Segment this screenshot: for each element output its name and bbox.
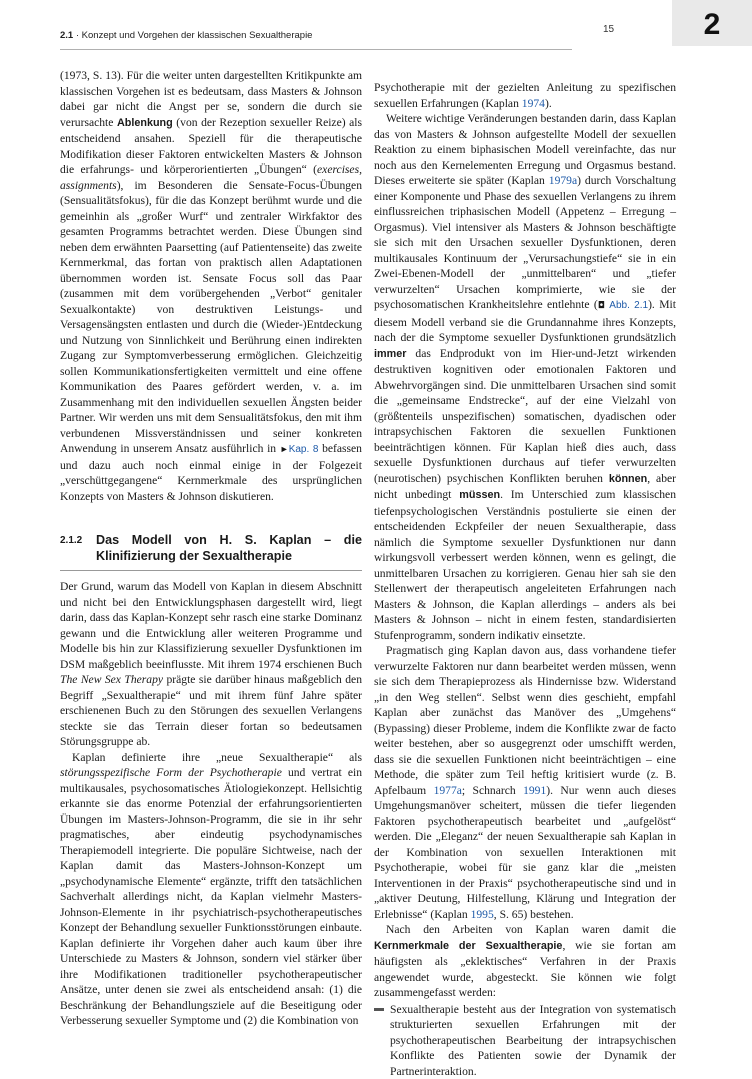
list-item-text: Sexualtherapie besteht aus der Integration von systematisch strukturierten sexuellen Erfahrungen mit der psychotherapeutischen Bearbeitung der intrapsychischen Konflikte des Patienten sowie der Dynamik der Partnerinteraktion. [390,1002,676,1079]
paragraph: Kaplan definierte ihre „neue Sexualtherapie“ als störungsspezifische Form der Psychotherapie und vertrat ein multikausales, psychosomatisches Ätiologiekonzept. Hellsichtig erkannte sie das enorme Potenzial der erfahrungsorientierten Übungen im Masters-Johnson-Programm, die sie in ihr sehr pragmatisches, aber eindeutig psychodynamisches Therapiemodell integrierte. Die populäre Sichtweise, nach der Kaplan damit das Masters-Johnson-Konzept um „psychodynamische Elemente“ ergänzte, trifft den tatsächlichen Sachverhalt allerdings nicht, da Kaplan vielmehr Masters-Johnson-Elemente in ihr psychiatrisch-psychotherapeutisches Konzept der Behandlung sexueller Funktionsstörungen einbaute. Kaplan definierte ihr Vorgehen daher auch kaum über ihre Unterschiede zu Masters & Johnson, sondern viel stärker über ihre Modifikationen traditioneller psychotherapeutischer Ansätze, unter denen sie zwei als entscheidend ansah: (1) die Beschränkung der Behandlungsziele auf die Beseitigung oder Verbesserung sexueller Symptome und (2) die Kombination von [60,750,362,1029]
paragraph: Pragmatisch ging Kaplan davon aus, dass vorhandene tiefer verwurzelte Faktoren nur dann bearbeitet werden müssen, wenn sie sich dem Therapieprozess als Hindernisse bzw. Widerstand „in den Weg stellen“. Selbst wenn dies geschieht, empfahl Kaplan aber zunächst das Manöver des „Umgehens“ (Bypassing) dieser Probleme, indem die Konflikte zwar de facto weiter bestehen, aber so ausgegrenzt oder umschifft werden, dass sie die sexuellen Funktionen nicht beeinträchtigen – eine Methode, die später zum Teil heftig kritisiert wurde (z. B. Apfelbaum 1977a; Schnarch 1991). Nur wenn auch dieses Umgehungsmanöver scheitert, müssen die tiefer liegenden Faktoren psychotherapeutisch bearbeitet und „aufgelöst“ werden. Die „Eleganz“ der neuen Sexualtherapie sah Kaplan in der Kombination von sexuellen Interaktionen mit Psychotherapie, wobei für sie ganz klar die „meisten Interventionen in der Praxis“ psychotherapeutische sind und in „aktiver Deutung, Hilfestellung, Klärung und Integration der Erlebnisse“ (Kaplan 1995, S. 65) bestehen. [374,643,676,922]
left-column [60,68,362,1029]
citation-link[interactable]: 1979a [549,174,577,187]
paragraph: (1973, S. 13). Für die weiter unten dargestellten Kritikpunkte am klassischen Vorgehen ist es bedeutsam, dass Masters & Johnson dabei gar nicht die Angst per se, sondern die durch sie verursachte Ablenkung (von der Rezeption sexueller Reize) als entscheidend ansahen. Speziell für die therapeutische Modifikation dieser Faktoren entwickelten Masters & Johnson die erfahrungs- und körperorientierten „Übungen“ (exercises, assignments), im Besonderen die Sensate-Focus-Übungen (Sensualitätsfokus), für die das Konzept berühmt wurde und die gemeinhin als „großer Wurf“ und zentraler Wirkfaktor des gesamten Programms betrachtet werden. Diese Übungen sind neben dem erwähnten Paarsetting (auf Patientenseite) das zweite Kernmerkmal, das fortan von praktisch allen Adaptationen übernommen worden ist. Sensate Focus soll das Paar (zusammen mit dem vorübergehenden „Verbot“ genitaler Sexualkontakte) von destruktiven Leistungs- und Versagensängsten entlasten und durch die (Wieder-)Entdeckung und Nutzung von Sinnlichkeit und Berührung einen indirekten Zugang zur Symptomverbesserung ermöglichen. Gleichzeitig sollen Kommunikationsfertigkeiten vermittelt und eine offene Kommunikation des Paares gefördert werden, v. a. im Zusammenhang mit den individuellen sexuellen Ängsten beider Partner. Wir werden uns mit dem Sensualitätsfokus, den mit ihm verbundenen Missverständnissen und seiner konkreten Anwendung in unserem Ansatz ausführlich in ►Kap. 8 befassen und dazu auch noch einmal einige in der Folgezeit „verschüttgegangene“ Kernmerkmale des ursprünglichen Konzepts von Masters & Johnson diskutieren. [60,68,362,504]
cross-reference-link[interactable]: Kap. 8 [289,444,319,455]
citation-link[interactable]: 1995 [471,908,494,921]
list-item [374,1002,676,1079]
figure-reference-link[interactable]: Abb. 2.1 [609,300,648,311]
citation-link[interactable]: 1974 [522,97,545,110]
bullet-dash-icon [374,1002,390,1079]
running-header-number: 2.1 [60,30,73,41]
running-header-title: Konzept und Vorgehen der klassischen Sexualtherapie [82,30,313,41]
paragraph: Weitere wichtige Veränderungen bestanden darin, dass Kaplan das von Masters & Johnson aufgestellte Modell der sexuellen Reaktion zu einem biphasischen Modell vereinfachte, das nur noch aus den Kernelementen Erregung und Orgasmus bestand. Dieses erweiterte sie später (Kaplan 1979a) durch Vorschaltung einer Komponente und Phase des sexuellen Verlangens zu ihrem einflussreichen triphasischen Modell (Appetenz – Erregung – Orgasmus). Viel intensiver als Masters & Johnson beschäftigte sie sich mit den Ursachen sexueller Dysfunktionen, deren multikausales Kontinuum der „Verursachungstiefe“ sie in ein Zwei-Ebenen-Modell der „unmittelbaren“ und „tiefer verwurzelten“ Ursachen komprimierte, wie sie der psychosomatischen Krankheitslehre entlehnte (◘ Abb. 2.1). Mit diesem Modell verband sie die Grundannahme ihres Konzepts, nach der die Symptome sexueller Dysfunktionen grundsätzlich immer das Endprodukt von im Hier-und-Jetzt wirkenden destruktiven kognitiven oder emotionalen Faktoren und Abwehrvorgängen sind. Die unmittelbaren Ursachen sind somit die „gemeinsame Endstrecke“, auf der eine Vielzahl von (größtenteils unspezifischen) somatischen, dyadischen oder intrapsychischen Faktoren die sexuellen Funktionen beeinträchtigen können. Für Kaplan hieß dies auch, dass sexuelle Dysfunktionen durchaus auf tiefer verwurzelten (neurotischen) psychischen Konflikten beruhen können, aber nicht unbedingt müssen. Im Unterschied zum klassischen tiefenpsychologischen Verständnis postulierte sie einen der entscheidenden Eckpfeiler der neuen Sexualtherapie, dass nämlich die Symptome sexueller Dysfunktionen nur dann wirkungsvoll verbessert werden können, wenn es gelingt, die unmittelbaren Ursachen zu korrigieren. Genau hier sah sie den Stellenwert der therapeutisch angeleiteten Erfahrungen nach Masters & Johnson, die Kaplan allerdings – anders als bei Masters & Johnson – nicht in einem festen, standardisierten Stufenprogramm, sondern indikativ einsetzte. [374,111,676,643]
figure-icon: ◘ [598,301,605,311]
page-number: 15 [603,24,614,35]
running-header: 2.1 · Konzept und Vorgehen der klassischen Sexualtherapie [60,30,312,41]
arrow-right-icon: ► [280,444,289,454]
section-title: Das Modell von H. S. Kaplan – die Klinifizierung der Sexualtherapie [96,532,362,564]
section-number: 2.1.2 [60,532,96,564]
paragraph: Nach den Arbeiten von Kaplan waren damit die Kernmerkmale der Sexualtherapie, wie sie fortan am häufigsten als „eklektisches“ Verfahren in der Praxis angewendet wurde, abgesteckt. Sie können wie folgt zusammengefasst werden: [374,922,676,1001]
header-rule [60,49,572,50]
section-heading [60,532,362,564]
chapter-tab: 2 [672,0,752,46]
right-column [374,80,676,1079]
citation-link[interactable]: 1991 [523,784,546,797]
section-divider [60,570,362,571]
citation-link[interactable]: 1977a [434,784,462,797]
paragraph: Psychotherapie mit der gezielten Anleitung zu spezifischen sexuellen Erfahrungen (Kaplan 1974). [374,80,676,111]
paragraph: Der Grund, warum das Modell von Kaplan in diesem Abschnitt und nicht bei den Entwicklungsphasen dargestellt wird, liegt darin, dass das Kaplan-Konzept sehr rasch eine starke Dominanz gewann und die Entwicklung aller weiteren Programme und Modelle bis hin zur Klassifizierung sexueller Dysfunktionen im DSM maßgeblich beeinflusste. Mit ihrem 1974 erschienen Buch The New Sex Therapy prägte sie darüber hinaus maßgeblich den Begriff „Sexualtherapie“ und mit ihrem fünf Jahre später erschienenen Buch zu den Störungen des sexuellen Verlangens steckte sie das Terrain dieser fortan so bedeutsamen Störungsgruppe ab. [60,579,362,750]
